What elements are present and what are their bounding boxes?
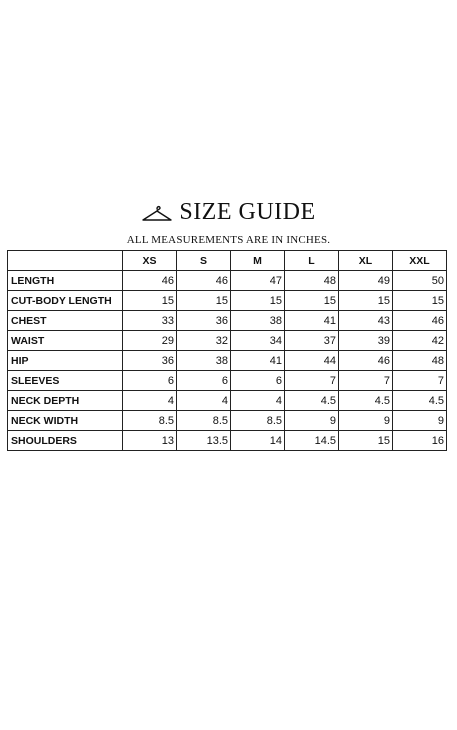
table-cell: 7 (285, 371, 339, 391)
column-header-xl: XL (339, 251, 393, 271)
table-row (8, 351, 447, 371)
size-table (7, 250, 447, 451)
table-cell: 4.5 (393, 391, 447, 411)
table-cell: 9 (285, 411, 339, 431)
table-cell: 13 (123, 431, 177, 451)
table-cell: 15 (231, 291, 285, 311)
table-cell: 37 (285, 331, 339, 351)
row-label: NECK DEPTH (8, 391, 123, 411)
row-label: LENGTH (8, 271, 123, 291)
row-label: WAIST (8, 331, 123, 351)
table-cell: 15 (339, 291, 393, 311)
table-cell: 39 (339, 331, 393, 351)
table-cell: 46 (123, 271, 177, 291)
table-cell: 9 (339, 411, 393, 431)
column-header-xs: XS (123, 251, 177, 271)
table-row (8, 271, 447, 291)
table-row (8, 311, 447, 331)
table-cell: 8.5 (123, 411, 177, 431)
page-title: SIZE GUIDE (179, 198, 316, 225)
table-row (8, 291, 447, 311)
table-cell: 33 (123, 311, 177, 331)
table-cell: 14.5 (285, 431, 339, 451)
table-cell: 15 (177, 291, 231, 311)
table-cell: 15 (339, 431, 393, 451)
size-guide-header (0, 196, 457, 228)
table-cell: 15 (123, 291, 177, 311)
table-cell: 13.5 (177, 431, 231, 451)
table-cell: 16 (393, 431, 447, 451)
table-cell: 36 (177, 311, 231, 331)
column-header-m: M (231, 251, 285, 271)
table-cell: 4 (123, 391, 177, 411)
column-header-s: S (177, 251, 231, 271)
table-cell: 4 (231, 391, 285, 411)
table-cell: 41 (285, 311, 339, 331)
row-label: SHOULDERS (8, 431, 123, 451)
table-cell: 36 (123, 351, 177, 371)
table-cell: 50 (393, 271, 447, 291)
row-label: SLEEVES (8, 371, 123, 391)
table-header-row (8, 251, 447, 271)
table-cell: 43 (339, 311, 393, 331)
table-cell: 41 (231, 351, 285, 371)
table-row (8, 331, 447, 351)
table-cell: 6 (177, 371, 231, 391)
table-cell: 49 (339, 271, 393, 291)
table-cell: 7 (339, 371, 393, 391)
table-cell: 47 (231, 271, 285, 291)
table-row (8, 391, 447, 411)
table-cell: 14 (231, 431, 285, 451)
table-cell: 29 (123, 331, 177, 351)
table-cell: 4 (177, 391, 231, 411)
page-subtitle: ALL MEASUREMENTS ARE IN INCHES. (126, 234, 331, 246)
table-cell: 15 (393, 291, 447, 311)
table-cell: 6 (231, 371, 285, 391)
table-cell: 46 (393, 311, 447, 331)
row-label: HIP (8, 351, 123, 371)
table-cell: 46 (339, 351, 393, 371)
table-cell: 42 (393, 331, 447, 351)
column-header-empty (8, 251, 123, 271)
table-cell: 38 (231, 311, 285, 331)
hanger-icon (141, 203, 173, 223)
row-label: CHEST (8, 311, 123, 331)
row-label: NECK WIDTH (8, 411, 123, 431)
table-cell: 6 (123, 371, 177, 391)
table-cell: 48 (285, 271, 339, 291)
row-label: CUT-BODY LENGTH (8, 291, 123, 311)
table-cell: 7 (393, 371, 447, 391)
table-cell: 46 (177, 271, 231, 291)
table-cell: 4.5 (285, 391, 339, 411)
column-header-xxl: XXL (393, 251, 447, 271)
table-row (8, 371, 447, 391)
table-cell: 44 (285, 351, 339, 371)
table-cell: 48 (393, 351, 447, 371)
table-cell: 38 (177, 351, 231, 371)
table-row (8, 431, 447, 451)
table-cell: 8.5 (177, 411, 231, 431)
table-row (8, 411, 447, 431)
table-cell: 4.5 (339, 391, 393, 411)
column-header-l: L (285, 251, 339, 271)
table-cell: 34 (231, 331, 285, 351)
table-cell: 8.5 (231, 411, 285, 431)
table-cell: 9 (393, 411, 447, 431)
table-cell: 15 (285, 291, 339, 311)
table-cell: 32 (177, 331, 231, 351)
